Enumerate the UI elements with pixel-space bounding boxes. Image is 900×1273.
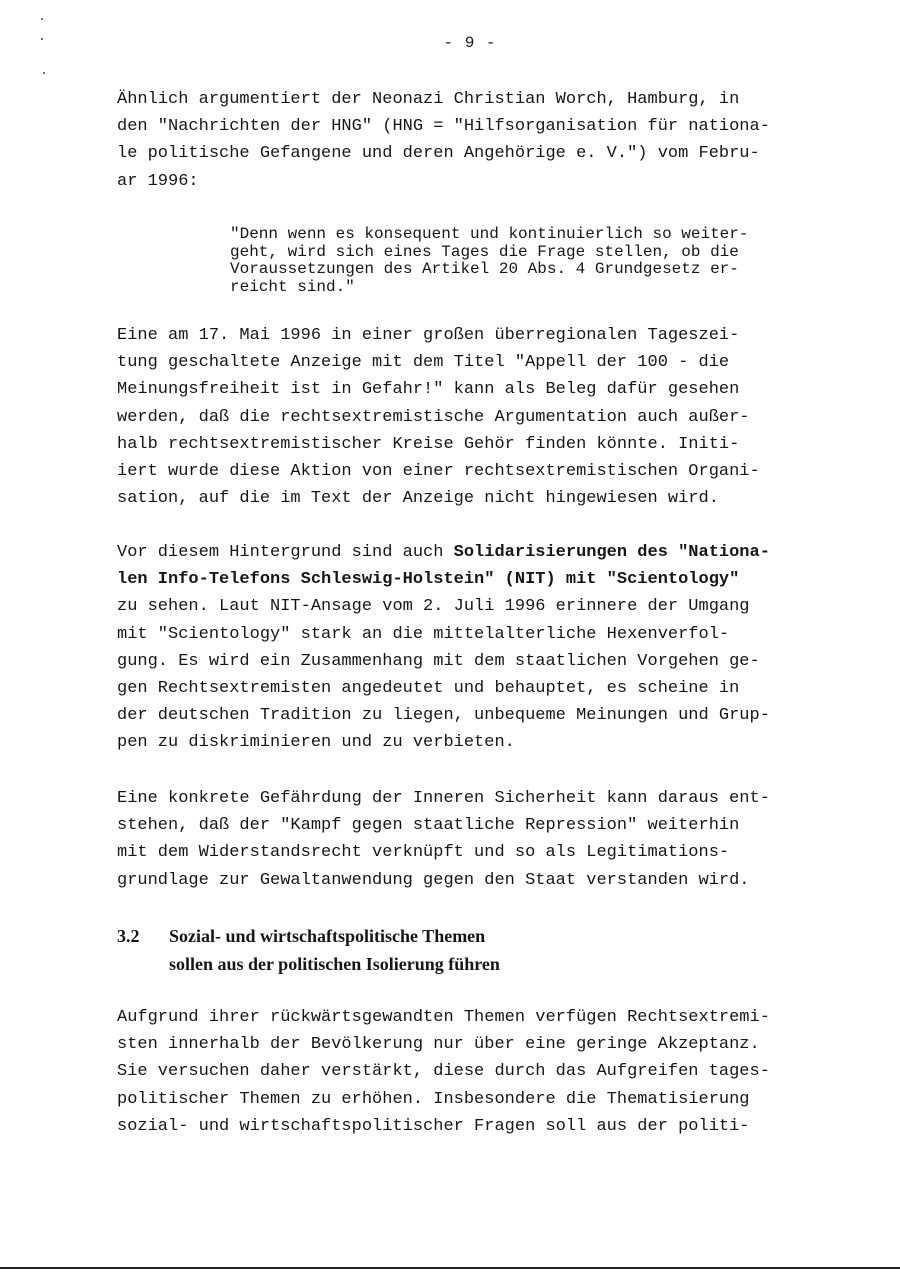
paragraph-threat xyxy=(117,785,770,894)
quote-line: Voraussetzungen des Artikel 20 Abs. 4 Grundgesetz er- xyxy=(230,260,739,279)
text-line-bold: len Info-Telefons Schleswig-Holstein" (NIT) mit "Scientology" xyxy=(117,570,740,590)
text-line: mit dem Widerstandsrecht verknüpft und so als Legitimations- xyxy=(117,843,730,863)
text-line: werden, daß die rechtsextremistische Argumentation auch außer- xyxy=(117,407,750,427)
text-line: le politische Gefangene und deren Angehörige e. V.") vom Febru- xyxy=(117,144,760,164)
text-line: den "Nachrichten der HNG" (HNG = "Hilfsorganisation für nationa- xyxy=(117,117,770,137)
text-line: Ähnlich argumentiert der Neonazi Christian Worch, Hamburg, in xyxy=(117,90,740,109)
quote-line: reicht sind." xyxy=(230,277,355,296)
text-line: ar 1996: xyxy=(117,171,199,191)
text-line: halb rechtsextremistischer Kreise Gehör finden könnte. Initi- xyxy=(117,434,740,454)
block-quote xyxy=(230,226,748,296)
text-line: sozial- und wirtschaftspolitischer Fragen soll aus der politi- xyxy=(117,1116,750,1136)
paragraph-solidarity xyxy=(117,539,770,757)
text-line: Sie versuchen daher verstärkt, diese durch das Aufgreifen tages- xyxy=(117,1062,770,1082)
text-line: Eine konkrete Gefährdung der Inneren Sicherheit kann daraus ent- xyxy=(117,789,770,808)
paragraph-intro xyxy=(117,86,770,195)
text-line: iert wurde diese Aktion von einer rechtsextremistischen Organi- xyxy=(117,461,760,481)
text-line: Eine am 17. Mai 1996 in einer großen überregionalen Tageszei- xyxy=(117,326,740,345)
paragraph-advertisement xyxy=(117,322,760,512)
text-line: gen Rechtsextremisten angedeutet und behauptet, es scheine in xyxy=(117,678,740,698)
section-heading xyxy=(117,922,500,978)
text-normal: Vor diesem Hintergrund sind auch xyxy=(117,543,454,562)
text-line: grundlage zur Gewaltanwendung gegen den Staat verstanden wird. xyxy=(117,870,750,890)
scan-speck xyxy=(41,38,43,40)
text-line xyxy=(117,539,770,566)
bottom-edge-line xyxy=(0,1267,900,1269)
text-line: Meinungsfreiheit ist in Gefahr!" kann als Beleg dafür gesehen xyxy=(117,380,740,400)
text-line: Aufgrund ihrer rückwärtsgewandten Themen verfügen Rechtsextremi- xyxy=(117,1008,770,1027)
text-line: stehen, daß der "Kampf gegen staatliche Repression" weiterhin xyxy=(117,816,740,836)
section-title-line: Sozial- und wirtschaftspolitische Themen xyxy=(169,926,486,946)
text-line: sten innerhalb der Bevölkerung nur über eine geringe Akzeptanz. xyxy=(117,1035,760,1055)
scan-speck xyxy=(43,72,45,74)
text-line: sation, auf die im Text der Anzeige nicht hingewiesen wird. xyxy=(117,489,719,509)
text-line: der deutschen Tradition zu liegen, unbequeme Meinungen und Grup- xyxy=(117,706,770,726)
section-title-line: sollen aus der politischen Isolierung führen xyxy=(169,954,500,974)
section-number: 3.2 xyxy=(117,926,140,946)
quote-line: "Denn wenn es konsequent und kontinuierlich so weiter- xyxy=(230,225,749,243)
quote-line: geht, wird sich eines Tages die Frage stellen, ob die xyxy=(230,242,739,261)
text-line: zu sehen. Laut NIT-Ansage vom 2. Juli 1996 erinnere der Umgang xyxy=(117,597,750,617)
text-line: tung geschaltete Anzeige mit dem Titel "Appell der 100 - die xyxy=(117,353,730,373)
scan-speck xyxy=(41,18,43,20)
text-line: gung. Es wird ein Zusammenhang mit dem staatlichen Vorgehen ge- xyxy=(117,651,760,671)
text-line: pen zu diskriminieren und zu verbieten. xyxy=(117,733,515,753)
page-number: - 9 - xyxy=(443,34,497,52)
text-line: mit "Scientology" stark an die mittelalterliche Hexenverfol- xyxy=(117,624,730,644)
text-bold: Solidarisierungen des "Nationa- xyxy=(453,543,770,562)
paragraph-social-themes xyxy=(117,1004,770,1140)
text-line: politischer Themen zu erhöhen. Insbesondere die Thematisierung xyxy=(117,1089,750,1109)
